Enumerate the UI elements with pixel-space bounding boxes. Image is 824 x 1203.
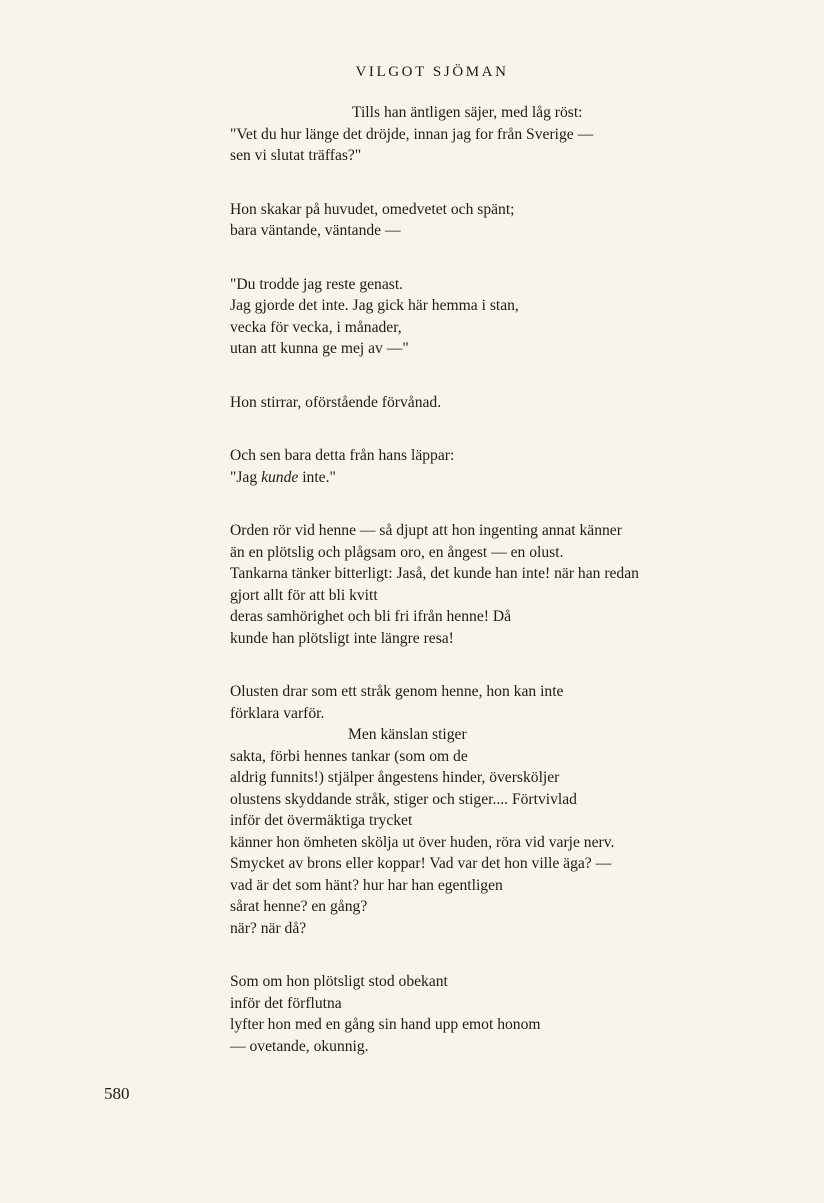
italic-word: kunde xyxy=(261,468,299,486)
poem-line: "Vet du hur länge det dröjde, innan jag for från Sverige — xyxy=(230,125,594,143)
stanza xyxy=(230,102,710,167)
poem-line: bara väntande, väntande — xyxy=(230,222,401,239)
poem-line: när? när då? xyxy=(230,919,307,937)
poem-line: sårat henne? en gång? xyxy=(230,898,368,915)
poem-line: "Du trodde jag reste genast. xyxy=(230,275,404,293)
poem-line: Smycket av brons eller koppar! Vad var det hon ville äga? — xyxy=(230,855,612,872)
poem-line: Som om hon plötsligt stod obekant xyxy=(230,973,448,990)
poem-line: aldrig funnits!) stjälper ångestens hinder, översköljer xyxy=(230,769,560,786)
poem-line: kunde han plötsligt inte längre resa! xyxy=(230,629,454,647)
poem-line: Men känslan stiger xyxy=(348,726,467,743)
stanza-break xyxy=(230,649,710,681)
poem-line: sakta, förbi hennes tankar (som om de xyxy=(230,747,468,765)
stanza xyxy=(230,971,710,1057)
page-number: 580 xyxy=(104,1084,130,1103)
poem-line xyxy=(230,467,710,489)
stanza-break xyxy=(230,242,710,274)
poem-line: deras samhörighet och bli fri ifrån henne! Då xyxy=(230,608,512,625)
poem-line: utan att kunna ge mej av —" xyxy=(230,340,409,357)
stanza xyxy=(230,681,710,939)
poem-line: Orden rör vid henne — så djupt att hon ingenting annat känner xyxy=(230,522,622,539)
poem-line: Tankarna tänker bitterligt: Jaså, det kunde han inte! när han redan xyxy=(230,565,639,582)
stanza xyxy=(230,199,710,242)
poem-line: Jag gjorde det inte. Jag gick här hemma i stan, xyxy=(230,297,519,314)
stanza-break xyxy=(230,939,710,971)
text-fragment: "Jag xyxy=(230,468,258,486)
poem-text xyxy=(230,102,710,1057)
stanza-break xyxy=(230,167,710,199)
poem-line: vecka för vecka, i månader, xyxy=(230,318,402,336)
stanza xyxy=(230,445,710,488)
stanza xyxy=(230,392,710,414)
poem-line: lyfter hon med en gång sin hand upp emot honom xyxy=(230,1016,541,1033)
stanza-break xyxy=(230,488,710,520)
poem-line: Hon skakar på huvudet, omedvetet och spänt; xyxy=(230,200,515,218)
poem-line: inför det förflutna xyxy=(230,994,342,1012)
poem-line: Hon stirrar, oförstående förvånad. xyxy=(230,393,442,411)
poem-line: Olusten drar som ett stråk genom henne, hon kan inte xyxy=(230,683,564,700)
poem-line: sen vi slutat träffas?" xyxy=(230,147,362,164)
poem-line: — ovetande, okunnig. xyxy=(230,1037,369,1055)
stanza-break xyxy=(230,360,710,392)
poem-line: känner hon ömheten skölja ut över huden, röra vid varje nerv. xyxy=(230,833,615,851)
poem-line: olustens skyddande stråk, stiger och stiger.... Förtvivlad xyxy=(230,790,577,808)
text-fragment: inte." xyxy=(302,468,336,486)
poem-line: Och sen bara detta från hans läppar: xyxy=(230,447,455,464)
poem-line: förklara varför. xyxy=(230,704,325,722)
running-header-author: VILGOT SJÖMAN xyxy=(355,64,509,80)
stanza xyxy=(230,520,710,649)
poem-line: Tills han äntligen säjer, med låg röst: xyxy=(352,104,583,121)
poem-line: gjort allt för att bli kvitt xyxy=(230,586,378,604)
poem-line: inför det övermäktiga trycket xyxy=(230,812,413,829)
stanza-break xyxy=(230,413,710,445)
stanza xyxy=(230,274,710,360)
poem-line: än en plötslig och plågsam oro, en ångest — en olust. xyxy=(230,543,564,561)
poem-line: vad är det som hänt? hur har han egentligen xyxy=(230,876,503,894)
